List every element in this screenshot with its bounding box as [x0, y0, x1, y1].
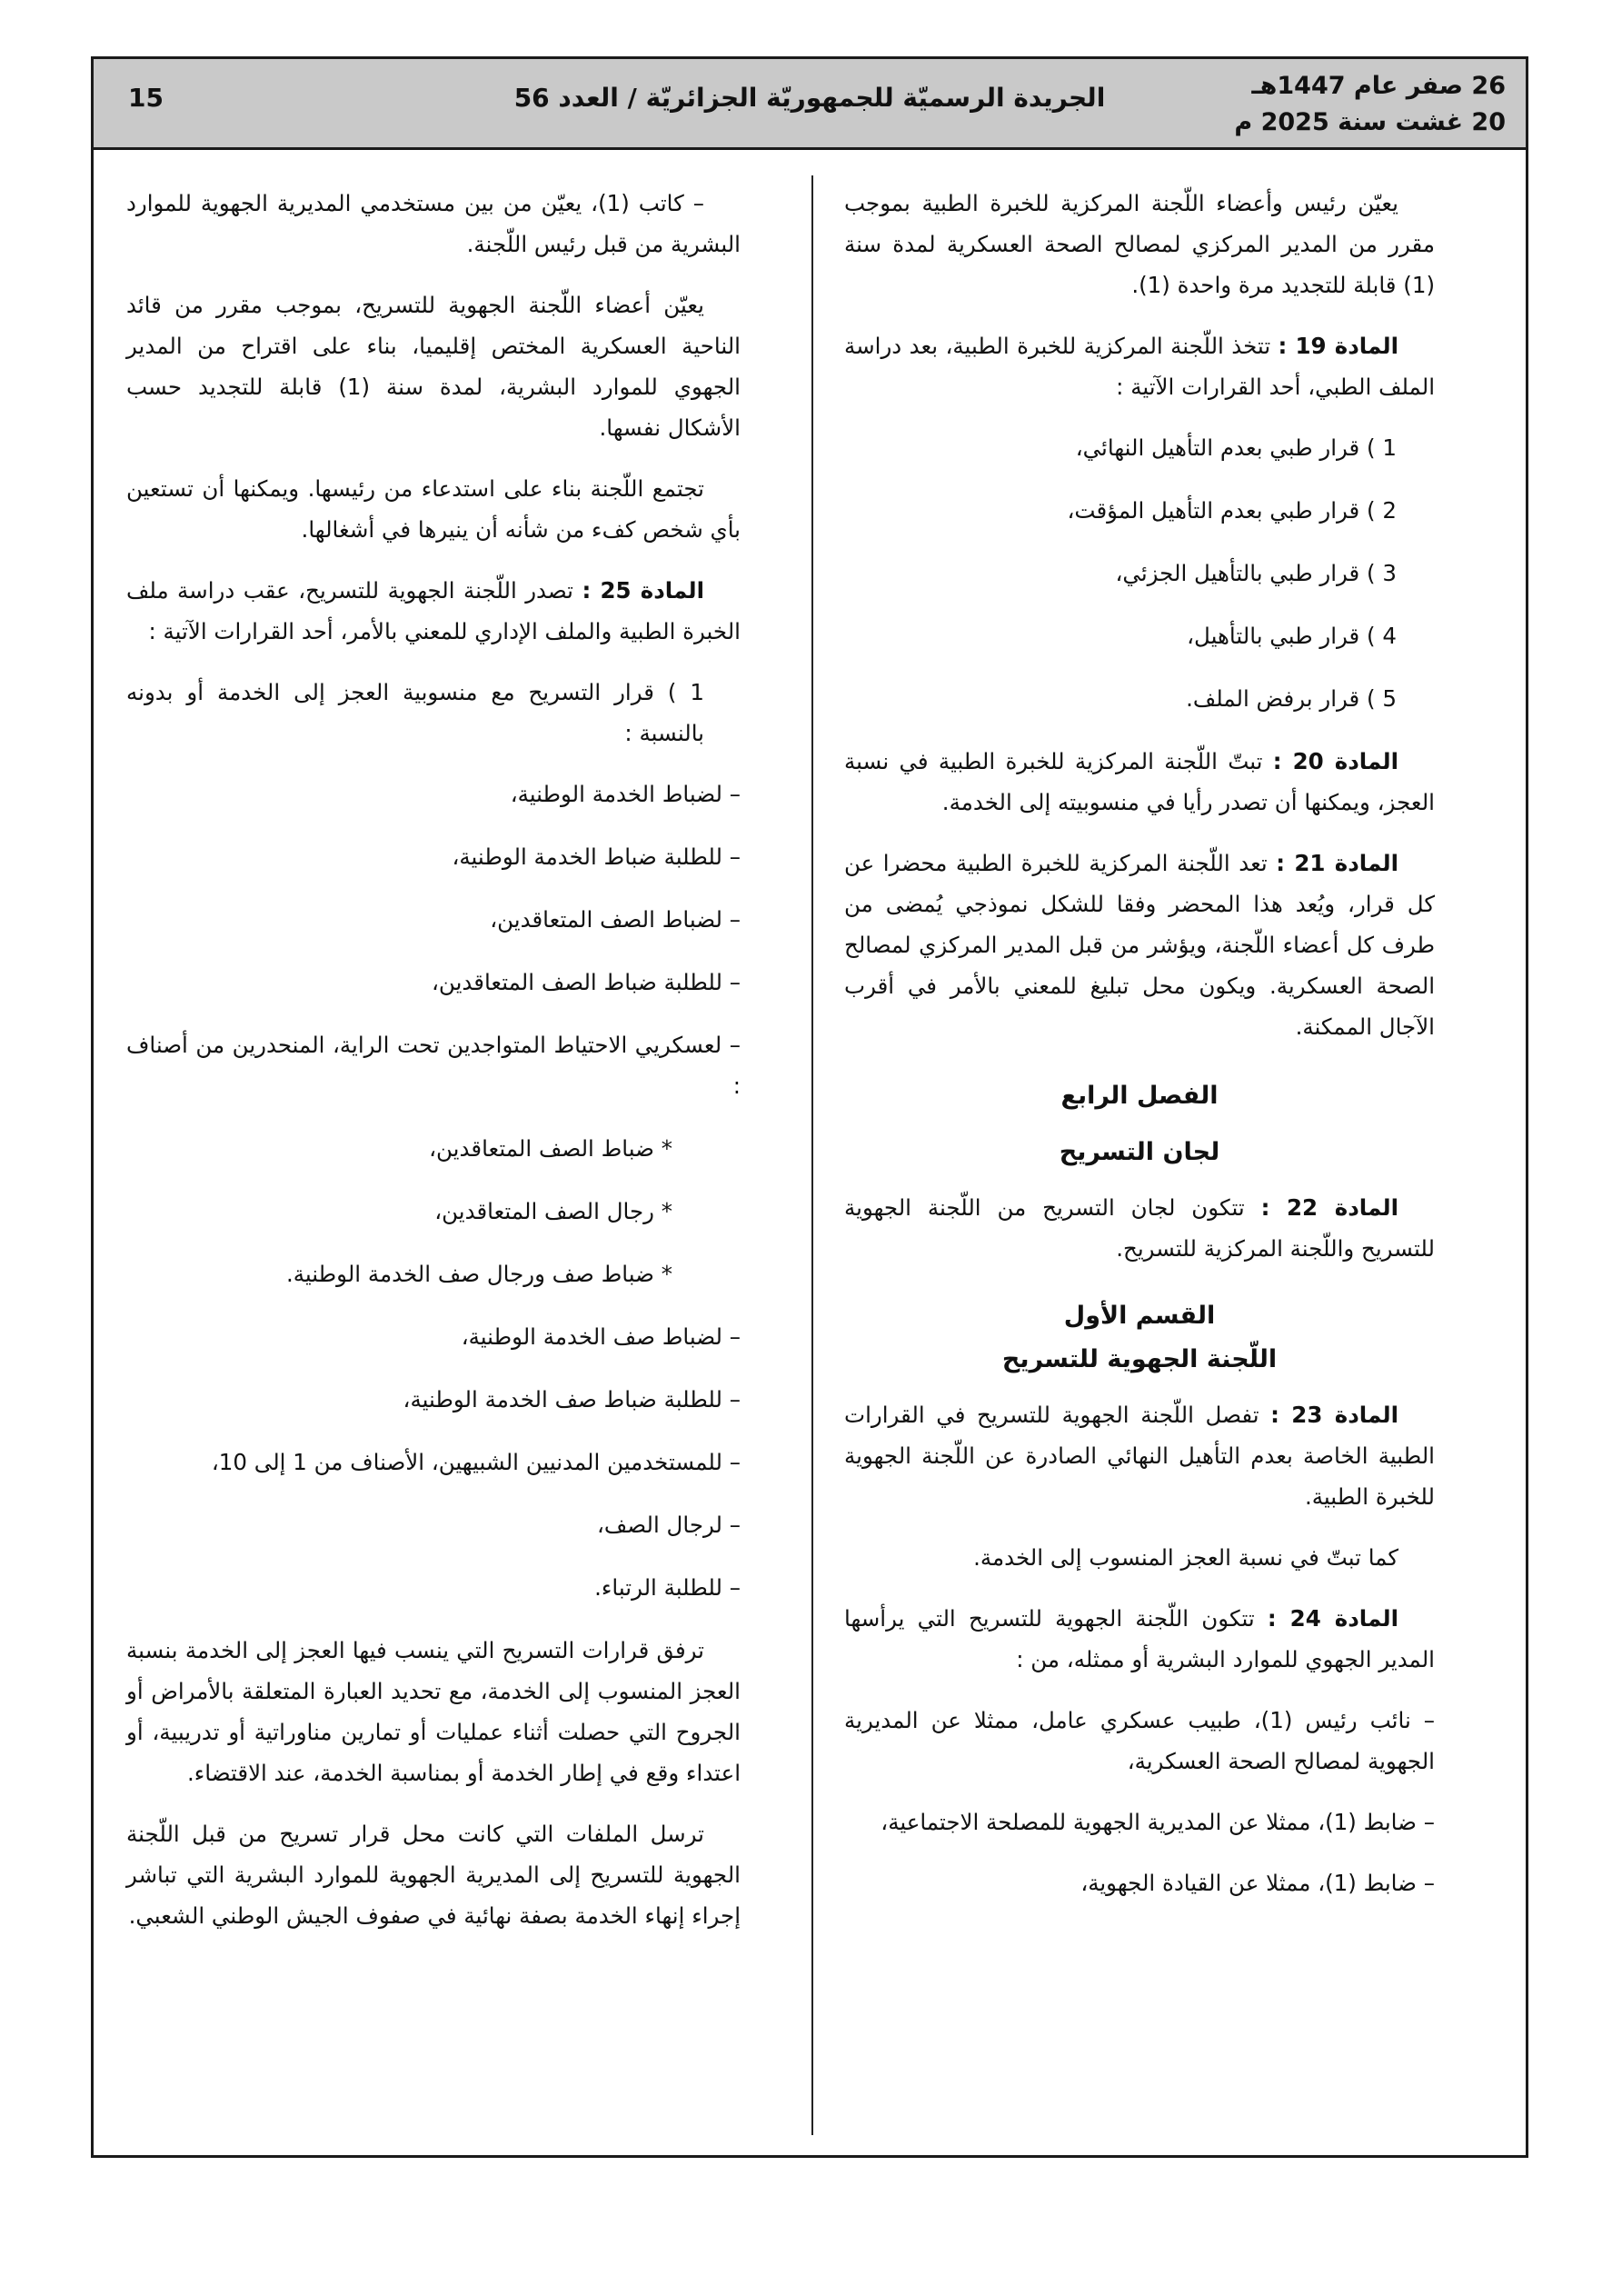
chapter-heading: الفصل الرابع — [1060, 1082, 1219, 1110]
article-24 — [844, 1598, 1435, 1680]
list-item: 3 ) قرار طبي بالتأهيل الجزئي، — [1115, 560, 1397, 586]
article-text: تصدر اللّجنة الجهوية للتسريح، عقب دراسة ملف الخبرة الطبية والملف الإداري للمعني بالأمر، أحد القرارات الآتية : — [126, 577, 741, 644]
section-heading: القسم الأول — [1063, 1302, 1216, 1330]
dash-item: – للمستخدمين المدنيين الشبيهين، الأصناف من 1 إلى 10، — [211, 1449, 741, 1475]
dash-item: – لضباط الصف المتعاقدين، — [490, 906, 741, 933]
dash-item: – لضباط الخدمة الوطنية، — [510, 781, 741, 807]
page-frame — [91, 56, 1528, 2158]
article-label: المادة 20 : — [1272, 748, 1398, 774]
section-title: اللّجنة الجهوية للتسريح — [1001, 1345, 1278, 1373]
star-item: * رجال الصف المتعاقدين، — [434, 1198, 672, 1224]
member-item: – ضابط (1)، ممثلا عن القيادة الجهوية، — [1080, 1870, 1435, 1896]
list-item: 5 ) قرار برفض الملف. — [1186, 685, 1397, 712]
gazette-title: الجريدة الرسميّة للجمهوريّة الجزائريّة / العدد 56 — [513, 83, 1106, 113]
dash-item: – للطلبة ضباط صف الخدمة الوطنية، — [403, 1386, 741, 1413]
page-header — [94, 59, 1526, 150]
article-text: تتخذ اللّجنة المركزية للخبرة الطبية، بعد دراسة الملف الطبي، أحد القرارات الآتية : — [844, 333, 1435, 400]
article-25 — [126, 570, 741, 652]
dash-item: – لضباط صف الخدمة الوطنية، — [461, 1323, 741, 1350]
dash-item: – للطلبة ضباط الصف المتعاقدين، — [432, 969, 741, 995]
column-divider — [811, 175, 813, 2135]
list-item: 1 ) قرار طبي بعدم التأهيل النهائي، — [1075, 434, 1397, 461]
dash-item: – لعسكريي الاحتياط المتواجدين تحت الراية، المنحدرين من أصناف : — [126, 1032, 741, 1099]
paragraph: تجتمع اللّجنة بناء على استدعاء من رئيسها. ويمكنها أن تستعين بأي شخص كفء من شأنه أن ينيرها في أشغالها. — [126, 475, 741, 543]
article-text: تتكون اللّجنة الجهوية للتسريح التي يرأسها المدير الجهوي للموارد البشرية أو ممثله، من : — [844, 1605, 1435, 1672]
article-23 — [844, 1394, 1435, 1517]
article-20 — [844, 741, 1435, 823]
paragraph: ترسل الملفات التي كانت محل قرار تسريح من قبل اللّجنة الجهوية للتسريح إلى المديرية الجهوية للموارد البشرية التي تباشر إجراء إنهاء الخدمة بصفة نهائية في صفوف الجيش الوطني الشعبي. — [126, 1821, 741, 1929]
article-22 — [844, 1187, 1435, 1269]
star-item: * ضباط صف ورجال صف الخدمة الوطنية. — [285, 1261, 672, 1287]
date-hijri: 26 صفر عام 1447هـ — [1251, 72, 1506, 100]
article-label: المادة 21 : — [1276, 850, 1398, 876]
article-19 — [844, 325, 1435, 407]
article-21 — [844, 843, 1435, 1047]
dash-item: – لرجال الصف، — [596, 1512, 741, 1538]
paragraph: كما تبتّ في نسبة العجز المنسوب إلى الخدمة. — [973, 1544, 1398, 1571]
star-item: * ضباط الصف المتعاقدين، — [429, 1135, 672, 1162]
article-label: المادة 22 : — [1260, 1194, 1398, 1221]
article-label: المادة 24 : — [1267, 1605, 1398, 1632]
article-label: المادة 19 : — [1278, 333, 1399, 359]
left-column — [126, 183, 741, 1956]
member-item: – ضابط (1)، ممثلا عن المديرية الجهوية للمصلحة الاجتماعية، — [881, 1809, 1435, 1835]
member-item: – نائب رئيس (1)، طبيب عسكري عامل، ممثلا عن المديرية الجهوية لمصالح الصحة العسكرية، — [844, 1707, 1435, 1774]
article-label: المادة 25 : — [582, 577, 705, 604]
list-item: 2 ) قرار طبي بعدم التأهيل المؤقت، — [1067, 497, 1397, 524]
article-text: تتكون لجان التسريح من اللّجنة الجهوية للتسريح واللّجنة المركزية للتسريح. — [844, 1194, 1435, 1262]
page-number: 15 — [128, 83, 164, 113]
paragraph: ترفق قرارات التسريح التي ينسب فيها العجز إلى الخدمة بنسبة العجز المنسوب إلى الخدمة، مع تحديد العبارة المتعلقة بالأمراض أو الجروح التي حصلت أثناء عمليات أو تمارين مناوراتية أو تدريبية، أو اعتداء وقع في إطار الخدمة أو بمناسبة الخدمة، عند الاقتضاء. — [126, 1637, 741, 1786]
article-text: تعد اللّجنة المركزية للخبرة الطبية محضرا عن كل قرار، ويُعد هذا المحضر وفقا للشكل نموذجي يُمضى من طرف كل أعضاء اللّجنة، ويؤشر من قبل المدير المركزي لمصالح الصحة العسكرية. ويكون محل تبليغ للمعني بالأمر في أقرب الآجال الممكنة. — [844, 850, 1435, 1040]
list-item: 1 ) قرار التسريح مع منسوبية العجز إلى الخدمة أو بدونه بالنسبة : — [126, 679, 704, 746]
paragraph: يعيّن رئيس وأعضاء اللّجنة المركزية للخبرة الطبية بموجب مقرر من المدير المركزي لمصالح الصحة العسكرية لمدة سنة (1) قابلة للتجديد مرة واحدة (1). — [844, 190, 1435, 298]
chapter-title: لجان التسريح — [1059, 1138, 1220, 1166]
article-text: تفصل اللّجنة الجهوية للتسريح في القرارات الطبية الخاصة بعدم التأهيل النهائي الصادرة عن اللّجنة الجهوية للخبرة الطبية. — [844, 1402, 1435, 1510]
dash-item: – للطلبة ضباط الخدمة الوطنية، — [452, 844, 741, 870]
article-label: المادة 23 : — [1270, 1402, 1398, 1428]
paragraph: – كاتب (1)، يعيّن من بين مستخدمي المديرية الجهوية للموارد البشرية من قبل رئيس اللّجنة. — [126, 190, 741, 257]
article-text: تبتّ اللّجنة المركزية للخبرة الطبية في نسبة العجز، ويمكنها أن تصدر رأيا في منسوبيته إلى الخدمة. — [844, 748, 1435, 815]
paragraph: يعيّن أعضاء اللّجنة الجهوية للتسريح، بموجب مقرر من قائد الناحية العسكرية المختص إقليميا، بناء على اقتراح من المدير الجهوي للموارد البشرية، لمدة سنة (1) قابلة للتجديد حسب الأشكال نفسها. — [126, 292, 741, 441]
date-gregorian: 20 غشت سنة 2025 م — [1234, 108, 1506, 136]
dash-item: – للطلبة الرتباء. — [594, 1574, 741, 1601]
list-item: 4 ) قرار طبي بالتأهيل، — [1187, 623, 1397, 649]
right-column — [844, 183, 1435, 1923]
